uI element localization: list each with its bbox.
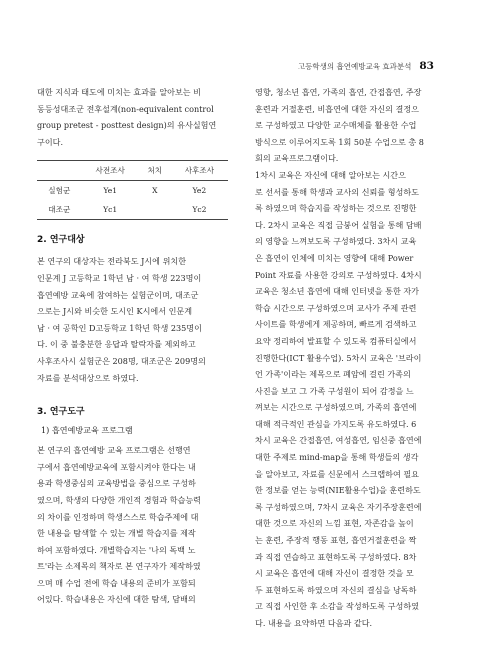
text-line: 흡연예방 교육에 참여하는 실험군이며, 대조군 (37, 289, 199, 300)
text-line: 대해 적극적인 관심을 가지도록 유도하였다. 6 (255, 418, 417, 429)
table-cell: Ye2 (192, 186, 207, 196)
text-line: 동등성대조군 전후설계(non-equivalent control (37, 103, 214, 114)
text-line: 인문계 J 고등학교 1학년 남 · 여 학생 223명이 (37, 272, 202, 283)
sessions-paragraph (255, 167, 446, 632)
table-cell: Ye1 (103, 186, 118, 196)
text-line: Point 자료를 사용한 강의로 구성하였다. 4차시 (255, 269, 422, 280)
text-line: 다. 내용을 요약하면 다음과 같다. (255, 618, 373, 628)
text-line: 대한 지식과 태도에 미치는 효과를 알아보는 비 (37, 87, 201, 97)
running-title: 고등학생의 흡연예방교육 효과분석 (297, 62, 412, 71)
text-line: 록 하였으며 학습지를 작성하는 것으로 진행한 (255, 203, 417, 214)
subsection-heading: 1) 흡연예방교육 프로그램 (41, 425, 133, 436)
text-line: 한 정보를 얻는 능력(NIE활용수업)을 훈련하도 (255, 485, 421, 496)
table-header-cell (37, 161, 82, 181)
table-cell: 실험군 (48, 186, 71, 196)
text-line: 으며 매 수업 전에 학습 내용의 준비가 포함되 (37, 577, 196, 588)
text-line: 언 가족'이라는 제목으로 폐암에 걸린 가족의 (255, 369, 411, 380)
text-line: 구에서 흡연예방교육에 포함시켜야 한다는 내 (37, 461, 196, 472)
table-row (37, 200, 228, 220)
table-cell: 대조군 (48, 205, 71, 215)
text-line: 사진을 보고 그 가족 구성원이 되어 감정을 느 (255, 385, 414, 396)
text-line: 로 선서를 통해 학생과 교사의 신뢰를 형성하도 (255, 186, 419, 197)
subjects-paragraph (37, 253, 228, 386)
program-paragraph-continued (255, 84, 446, 167)
text-line: 을 알아보고, 자료를 신문에서 스크랩하여 필요 (255, 468, 419, 479)
text-line: 로 구성하였고 다양한 교수매체를 활용한 수업 (255, 120, 417, 131)
table-header-row (37, 161, 228, 181)
table-cell (139, 200, 171, 220)
table-cell: Yc2 (192, 205, 207, 215)
text-line: 다. 2차시 교육은 직접 금붕어 실험을 통해 담배 (255, 219, 422, 230)
section-heading-instruments: 3. 연구도구 (37, 407, 85, 418)
text-line: 으로는 J시와 비슷한 도시인 K시에서 인문계 (37, 306, 193, 317)
table-cell: X (152, 186, 158, 196)
text-line: 사후조사시 실험군은 208명, 대조군은 209명의 (37, 355, 206, 366)
research-design-table (37, 160, 228, 220)
text-line: 차시 교육은 간접흡연, 여성흡연, 임신중 흡연에 (255, 435, 422, 446)
section-heading-subjects: 2. 연구대상 (37, 235, 85, 246)
text-line: 어있다. 학습내용은 자신에 대한 탐색, 담배의 (37, 594, 196, 605)
text-line: 록 구성하였으며, 7차시 교육은 자기주장훈련에 (255, 501, 422, 512)
text-line: 영향, 청소년 흡연, 가족의 흡연, 간접흡연, 주장 (255, 87, 422, 97)
text-line: group pretest - posttest design)의 유사실험연 (37, 120, 217, 131)
text-line: 1차시 교육은 자신에 대해 알아보는 시간으 (255, 169, 406, 180)
text-line: 트'라는 소제목의 책자로 본 연구자가 제작하였 (37, 561, 201, 572)
text-line: 한 내용을 탐색할 수 있는 개별 학습지를 제작 (37, 528, 196, 539)
text-line: 껴보는 시간으로 구성하였으며, 가족의 흡연에 (255, 402, 417, 413)
text-line: 학습 시간으로 구성하였으며 교사가 주제 관련 (255, 302, 417, 313)
text-line: 사이트를 학생에게 제공하며, 빠르게 검색하고 (255, 319, 417, 330)
left-column (37, 84, 228, 608)
text-line: 과 직접 연습하고 표현하도록 구성하였다. 8차 (255, 551, 417, 562)
table-cell: Yc1 (103, 205, 118, 215)
text-line: 진행한다(ICT 활용수업). 5차시 교육은 '브라이 (255, 352, 422, 363)
text-line: 시 교육은 흡연에 대해 자신이 결정한 것을 모 (255, 568, 414, 579)
running-header (298, 60, 434, 72)
table-row (37, 181, 228, 201)
table-header-cell: 사후조사 (184, 166, 215, 176)
text-line: 구이다. (37, 136, 64, 147)
right-column (255, 84, 446, 632)
text-line: 대한 것으로 자신의 느낌 표현, 자존감을 높이 (255, 518, 414, 529)
text-line: 본 연구의 대상자는 전라북도 J시에 위치한 (37, 256, 187, 267)
program-paragraph (37, 442, 228, 608)
page-number: 83 (419, 60, 434, 72)
text-line: 은 흡연이 인체에 미치는 영향에 대해 Power (255, 252, 414, 263)
text-line: 자료를 분석대상으로 하였다. (37, 372, 139, 383)
text-line: 방식으로 이루어지도록 1회 50분 수업으로 총 8 (255, 136, 424, 147)
text-line: 하여 포함하였다. 개별학습지는 '나의 독백 노 (37, 544, 196, 555)
text-line: 요약 정리하여 발표할 수 있도록 컴퓨터실에서 (255, 335, 417, 346)
text-line: 는 훈련, 주장적 행동 표현, 흡연거절훈련을 짝 (255, 535, 417, 546)
table-header-cell: 사전조사 (95, 166, 125, 176)
text-line: 용과 학생중심의 교육방법을 중심으로 구성하 (37, 478, 196, 489)
text-line: 의 차이를 인정하며 학생스스로 학습주제에 대 (37, 511, 199, 522)
text-line: 다. 이 중 불충분한 응답과 탈락자를 제외하고 (37, 339, 196, 350)
intro-paragraph (37, 84, 228, 150)
text-line: 두 표현하도록 하였으며 자신의 결심을 낭독하 (255, 584, 417, 595)
text-line: 회의 교육프로그램이다. (255, 153, 339, 164)
text-line: 의 영향을 느껴보도록 구성하였다. 3차시 교육 (255, 236, 417, 247)
text-line: 남 · 여 공학인 D고등학교 1학년 학생 235명이 (37, 322, 202, 333)
text-line: 훈련과 거절훈련, 비흡연에 대한 자신의 결정으 (255, 103, 419, 114)
text-line: 였으며, 학생의 다양한 개인적 경험과 학습능력 (37, 494, 201, 505)
text-line: 대한 주제로 mind-map을 통해 학생들의 생각 (255, 452, 419, 463)
text-line: 본 연구의 흡연예방 교육 프로그램은 선행연 (37, 445, 191, 456)
text-line: 고 직접 사인한 후 소감을 작성하도록 구성하였 (255, 601, 419, 612)
text-line: 교육은 청소년 흡연에 대해 인터넷을 통한 자가 (255, 286, 419, 297)
table-header-cell: 처치 (147, 166, 163, 176)
